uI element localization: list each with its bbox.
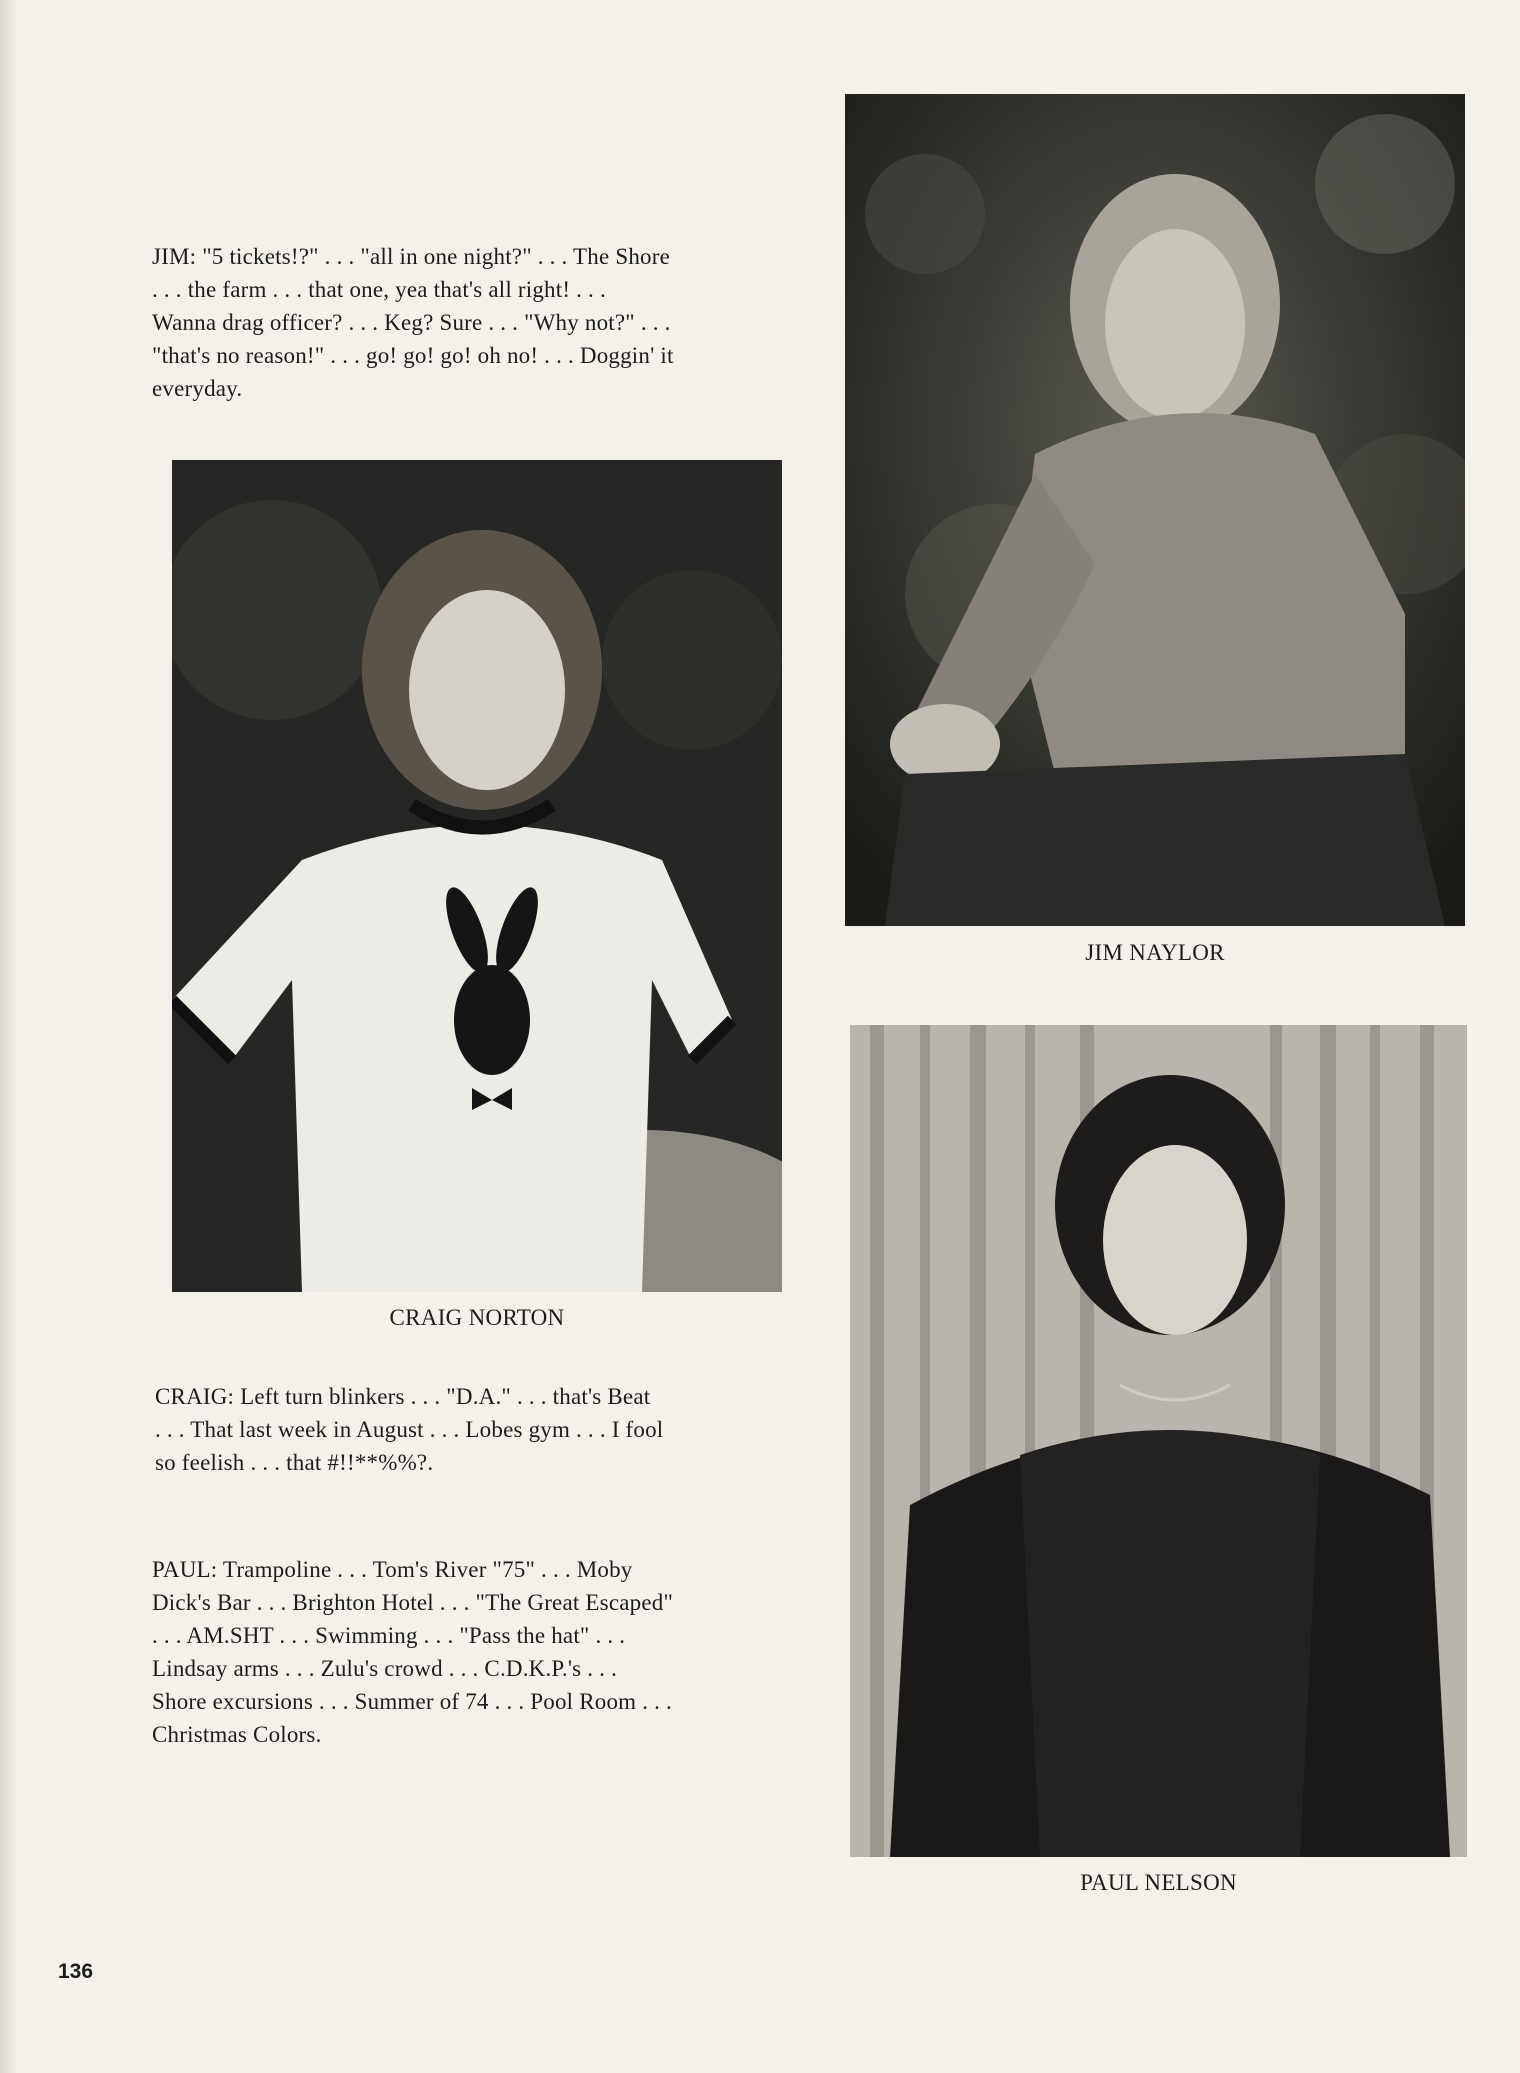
craig-norton-caption: CRAIG NORTON: [389, 1305, 565, 1330]
paul-blurb: [152, 1553, 673, 1751]
blurb-line: CRAIG: Left turn blinkers . . . "D.A." . . . that's Beat: [155, 1384, 651, 1409]
blurb-line: Dick's Bar . . . Brighton Hotel . . . "The Great Escaped": [152, 1590, 674, 1615]
jim-naylor-caption: JIM NAYLOR: [1085, 940, 1225, 965]
blurb-line: Christmas Colors.: [152, 1722, 322, 1747]
blurb-line: so feelish . . . that #!!**%%?.: [155, 1450, 434, 1475]
blurb-line: . . . the farm . . . that one, yea that's all right! . . .: [152, 277, 606, 302]
binding-shadow: [0, 0, 18, 2073]
portrait-photo-icon: [172, 460, 782, 1292]
page-number: 136: [58, 1960, 94, 1983]
craig-norton-photo: [172, 460, 782, 1292]
jim-blurb: [152, 240, 674, 405]
blurb-line: Shore excursions . . . Summer of 74 . . . Pool Room . . .: [152, 1689, 672, 1714]
portrait-photo-icon: [845, 94, 1465, 926]
portrait-photo-icon: [850, 1025, 1467, 1857]
paul-nelson-photo: [850, 1025, 1467, 1857]
blurb-line: "that's no reason!" . . . go! go! go! oh no! . . . Doggin' it: [152, 343, 674, 368]
blurb-line: Wanna drag officer? . . . Keg? Sure . . . "Why not?" . . .: [152, 310, 671, 335]
blurb-line: . . . AM.SHT . . . Swimming . . . "Pass the hat" . . .: [152, 1623, 626, 1648]
blurb-line: everyday.: [152, 376, 243, 401]
jim-naylor-photo: [845, 94, 1465, 926]
blurb-line: Lindsay arms . . . Zulu's crowd . . . C.D.K.P.'s . . .: [152, 1656, 618, 1681]
blurb-line: . . . That last week in August . . . Lobes gym . . . I fool: [155, 1417, 664, 1442]
blurb-line: JIM: "5 tickets!?" . . . "all in one night?" . . . The Shore: [152, 244, 670, 269]
paul-nelson-caption: PAUL NELSON: [1080, 1870, 1237, 1895]
craig-blurb: [155, 1380, 663, 1479]
blurb-line: PAUL: Trampoline . . . Tom's River "75" . . . Moby: [152, 1557, 633, 1582]
